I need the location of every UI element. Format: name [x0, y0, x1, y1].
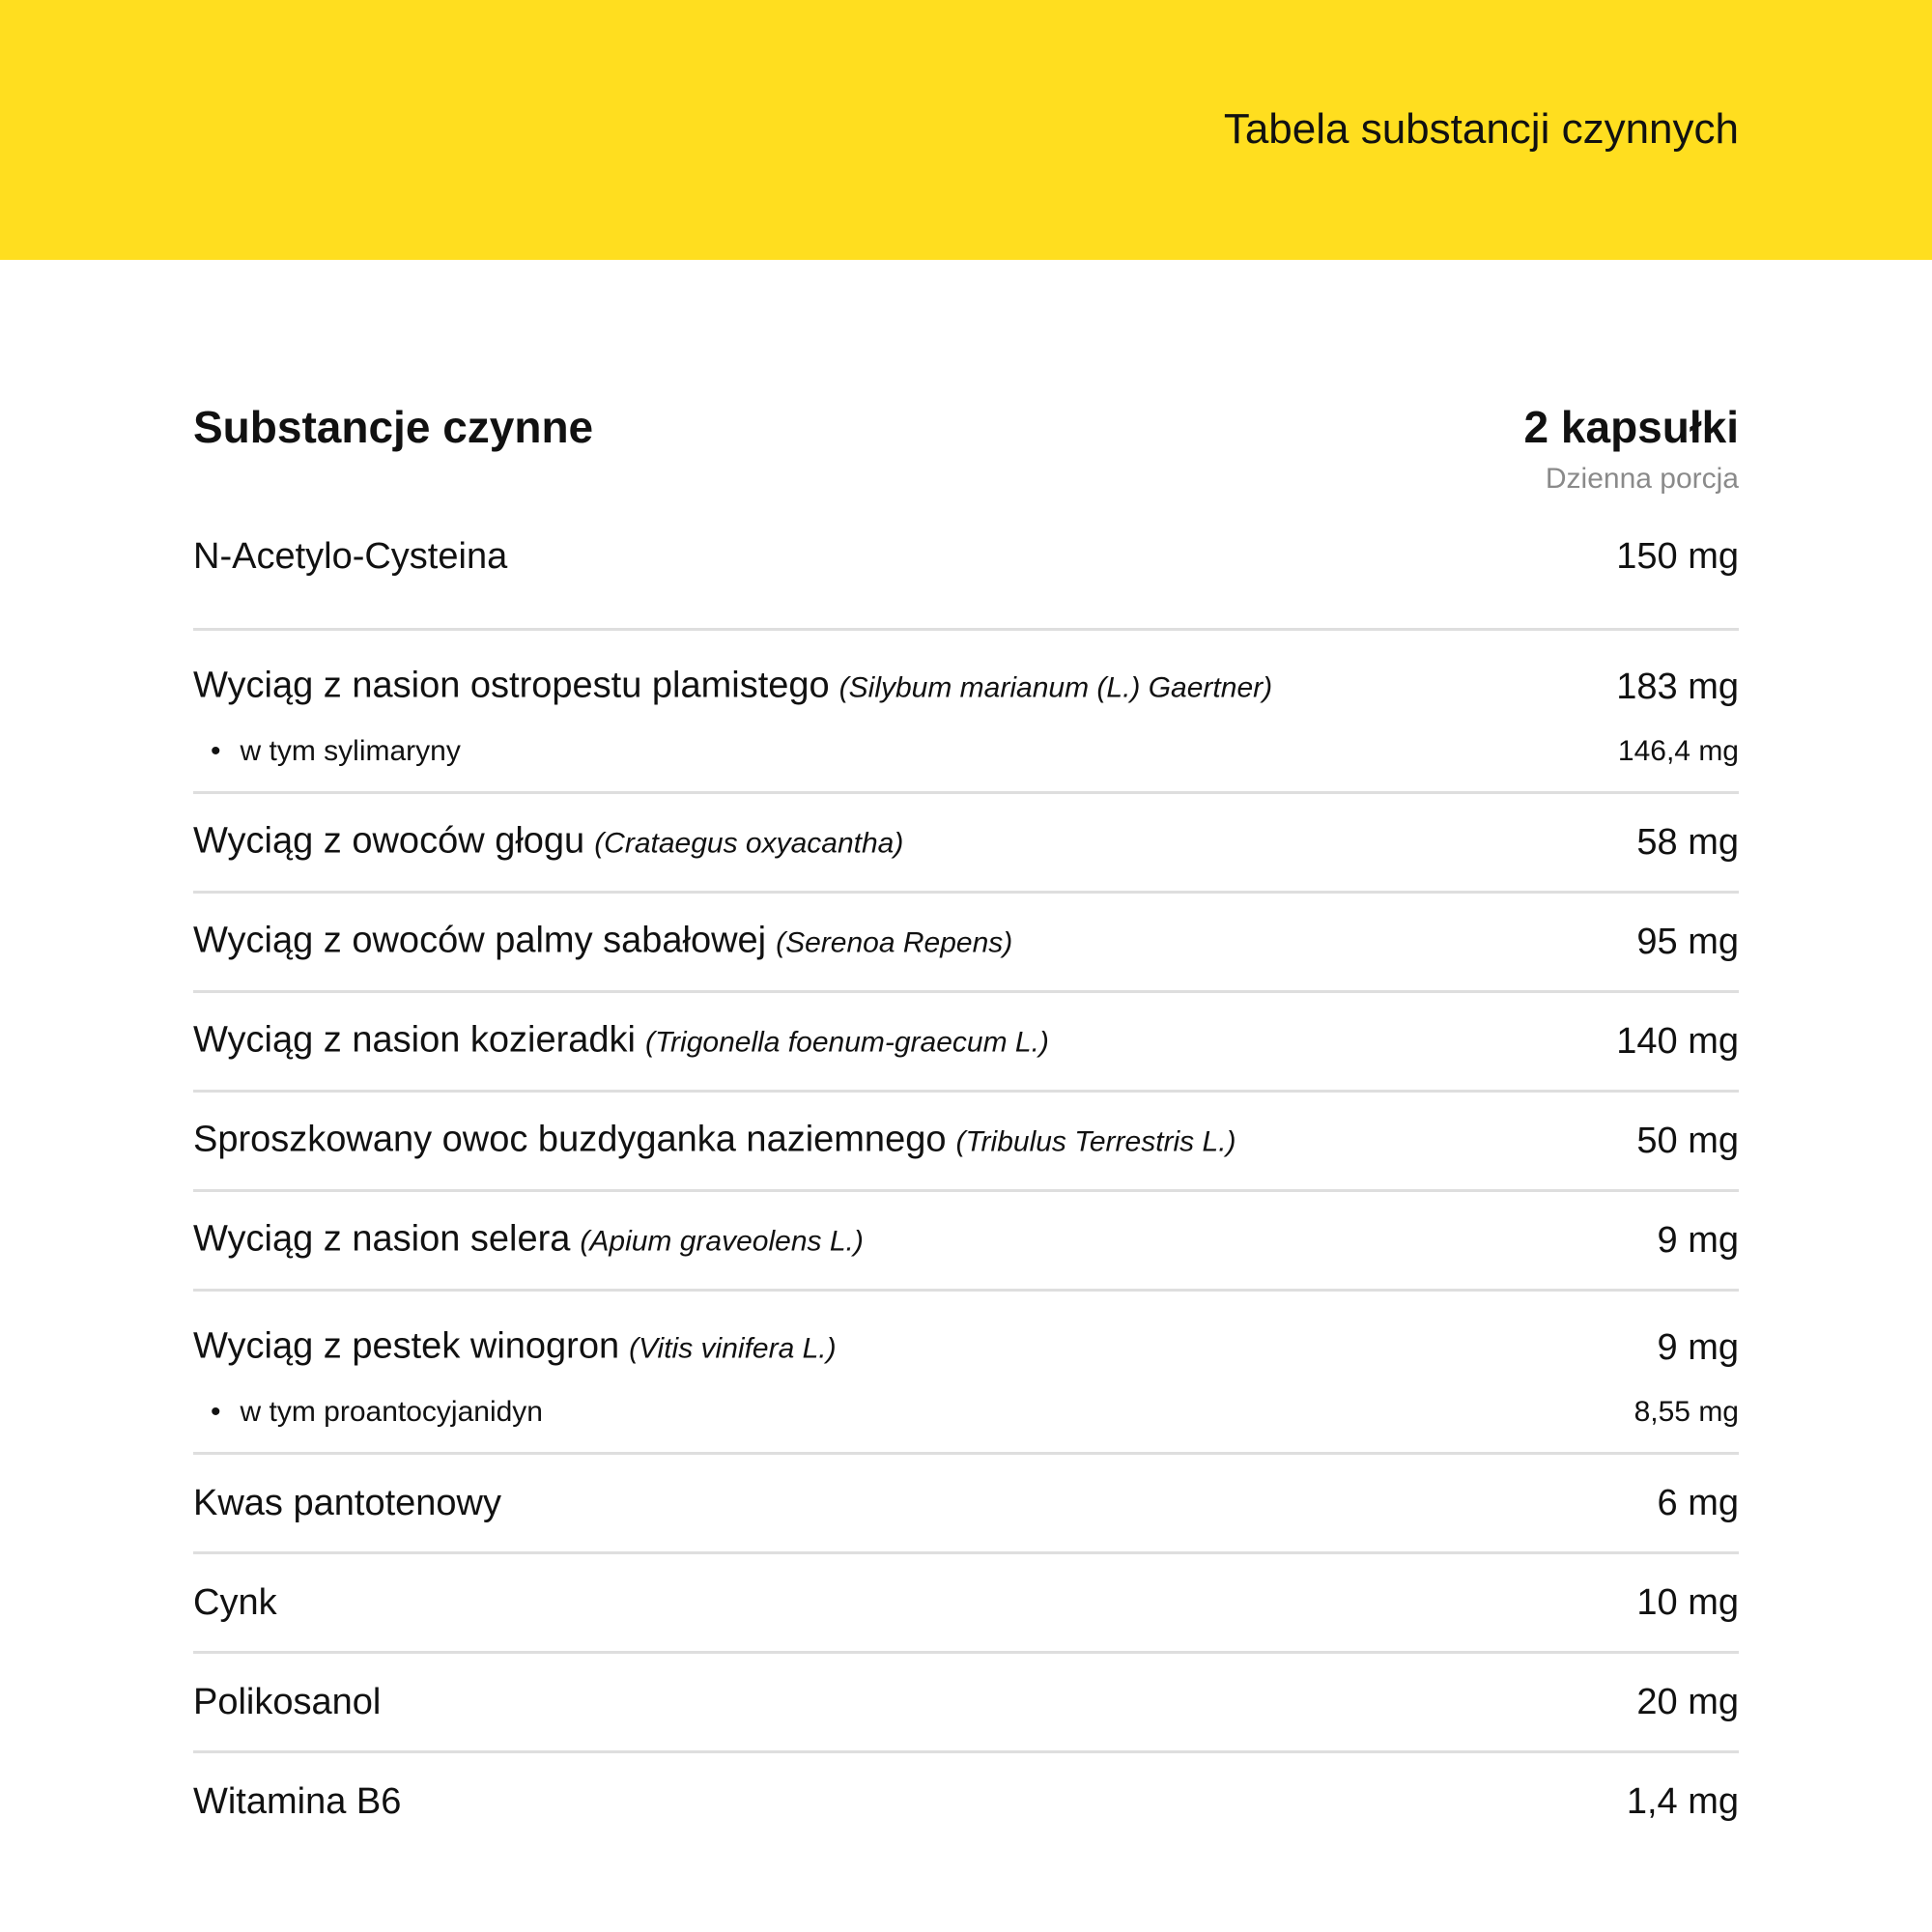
- table-row: [193, 1455, 1739, 1554]
- ingredient-name: Witamina B6: [193, 1781, 402, 1822]
- sub-ingredient-amount: 8,55 mg: [1634, 1396, 1739, 1429]
- table-row: [193, 894, 1739, 993]
- ingredient-latin-name: (Trigonella foenum-graecum L.): [644, 1026, 1049, 1059]
- ingredient-name: Wyciąg z owoców palmy sabałowej (Serenoa Repens): [193, 920, 1013, 961]
- ingredient-name: Kwas pantotenowy: [193, 1483, 501, 1523]
- active-substances-table: [193, 386, 1739, 1850]
- ingredient-name: Polikosanol: [193, 1682, 382, 1722]
- ingredient-amount: 183 mg: [1616, 667, 1739, 707]
- ingredient-amount: 6 mg: [1657, 1483, 1739, 1523]
- ingredient-amount: 10 mg: [1636, 1582, 1739, 1623]
- table-row: [193, 1554, 1739, 1654]
- table-row: [193, 1753, 1739, 1850]
- ingredient-name: Sproszkowany owoc buzdyganka naziemnego (Tribulus Terrestris L.): [193, 1119, 1236, 1160]
- column-header-dose-subtitle: Dzienna porcja: [1545, 463, 1739, 495]
- ingredient-amount: 20 mg: [1636, 1682, 1739, 1722]
- ingredient-latin-name: (Tribulus Terrestris L.): [955, 1125, 1236, 1158]
- ingredient-amount: 150 mg: [1616, 535, 1739, 577]
- table-row: [193, 512, 1739, 631]
- table-row: [193, 1192, 1739, 1292]
- bullet-icon: •: [211, 1396, 221, 1429]
- table-row: [193, 1654, 1739, 1753]
- ingredient-amount: 58 mg: [1636, 822, 1739, 863]
- table-row: [193, 1292, 1739, 1455]
- sub-ingredient-amount: 146,4 mg: [1617, 735, 1739, 768]
- bullet-icon: •: [211, 735, 221, 768]
- ingredient-name: Wyciąg z pestek winogron (Vitis vinifera L.): [193, 1325, 837, 1367]
- table-header: [193, 386, 1739, 512]
- header-banner: [0, 0, 1932, 260]
- ingredient-name: Wyciąg z nasion selera (Apium graveolens L.): [193, 1218, 864, 1260]
- banner-title: Tabela substancji czynnych: [1223, 105, 1739, 153]
- ingredient-amount: 1,4 mg: [1626, 1781, 1739, 1822]
- ingredient-latin-name: (Silybum marianum (L.) Gaertner): [838, 671, 1273, 704]
- ingredient-latin-name: (Vitis vinifera L.): [629, 1332, 837, 1365]
- ingredient-latin-name: (Crataegus oxyacantha): [594, 827, 904, 860]
- sub-ingredient-name: • w tym proantocyjanidyn: [211, 1393, 543, 1432]
- column-header-substances: Substancje czynne: [193, 402, 594, 452]
- column-header-dose: 2 kapsułki: [1523, 402, 1739, 452]
- table-row: [193, 794, 1739, 894]
- ingredient-latin-name: (Serenoa Repens): [776, 926, 1013, 959]
- ingredient-amount: 9 mg: [1657, 1220, 1739, 1261]
- ingredient-name: Wyciąg z nasion ostropestu plamistego (Silybum marianum (L.) Gaertner): [193, 665, 1273, 706]
- ingredient-name: N-Acetylo-Cysteina: [193, 535, 508, 577]
- table-row: [193, 1093, 1739, 1192]
- sub-ingredient-name: • w tym sylimaryny: [211, 732, 461, 771]
- ingredient-name: Cynk: [193, 1582, 277, 1623]
- ingredient-name: Wyciąg z nasion kozieradki (Trigonella foenum-graecum L.): [193, 1019, 1049, 1061]
- ingredient-latin-name: (Apium graveolens L.): [580, 1225, 864, 1258]
- ingredient-amount: 50 mg: [1636, 1121, 1739, 1161]
- ingredient-amount: 140 mg: [1616, 1021, 1739, 1062]
- table-row: [193, 993, 1739, 1093]
- ingredient-amount: 9 mg: [1657, 1327, 1739, 1368]
- ingredient-amount: 95 mg: [1636, 922, 1739, 962]
- table-row: [193, 631, 1739, 794]
- ingredient-name: Wyciąg z owoców głogu (Crataegus oxyacantha): [193, 820, 904, 862]
